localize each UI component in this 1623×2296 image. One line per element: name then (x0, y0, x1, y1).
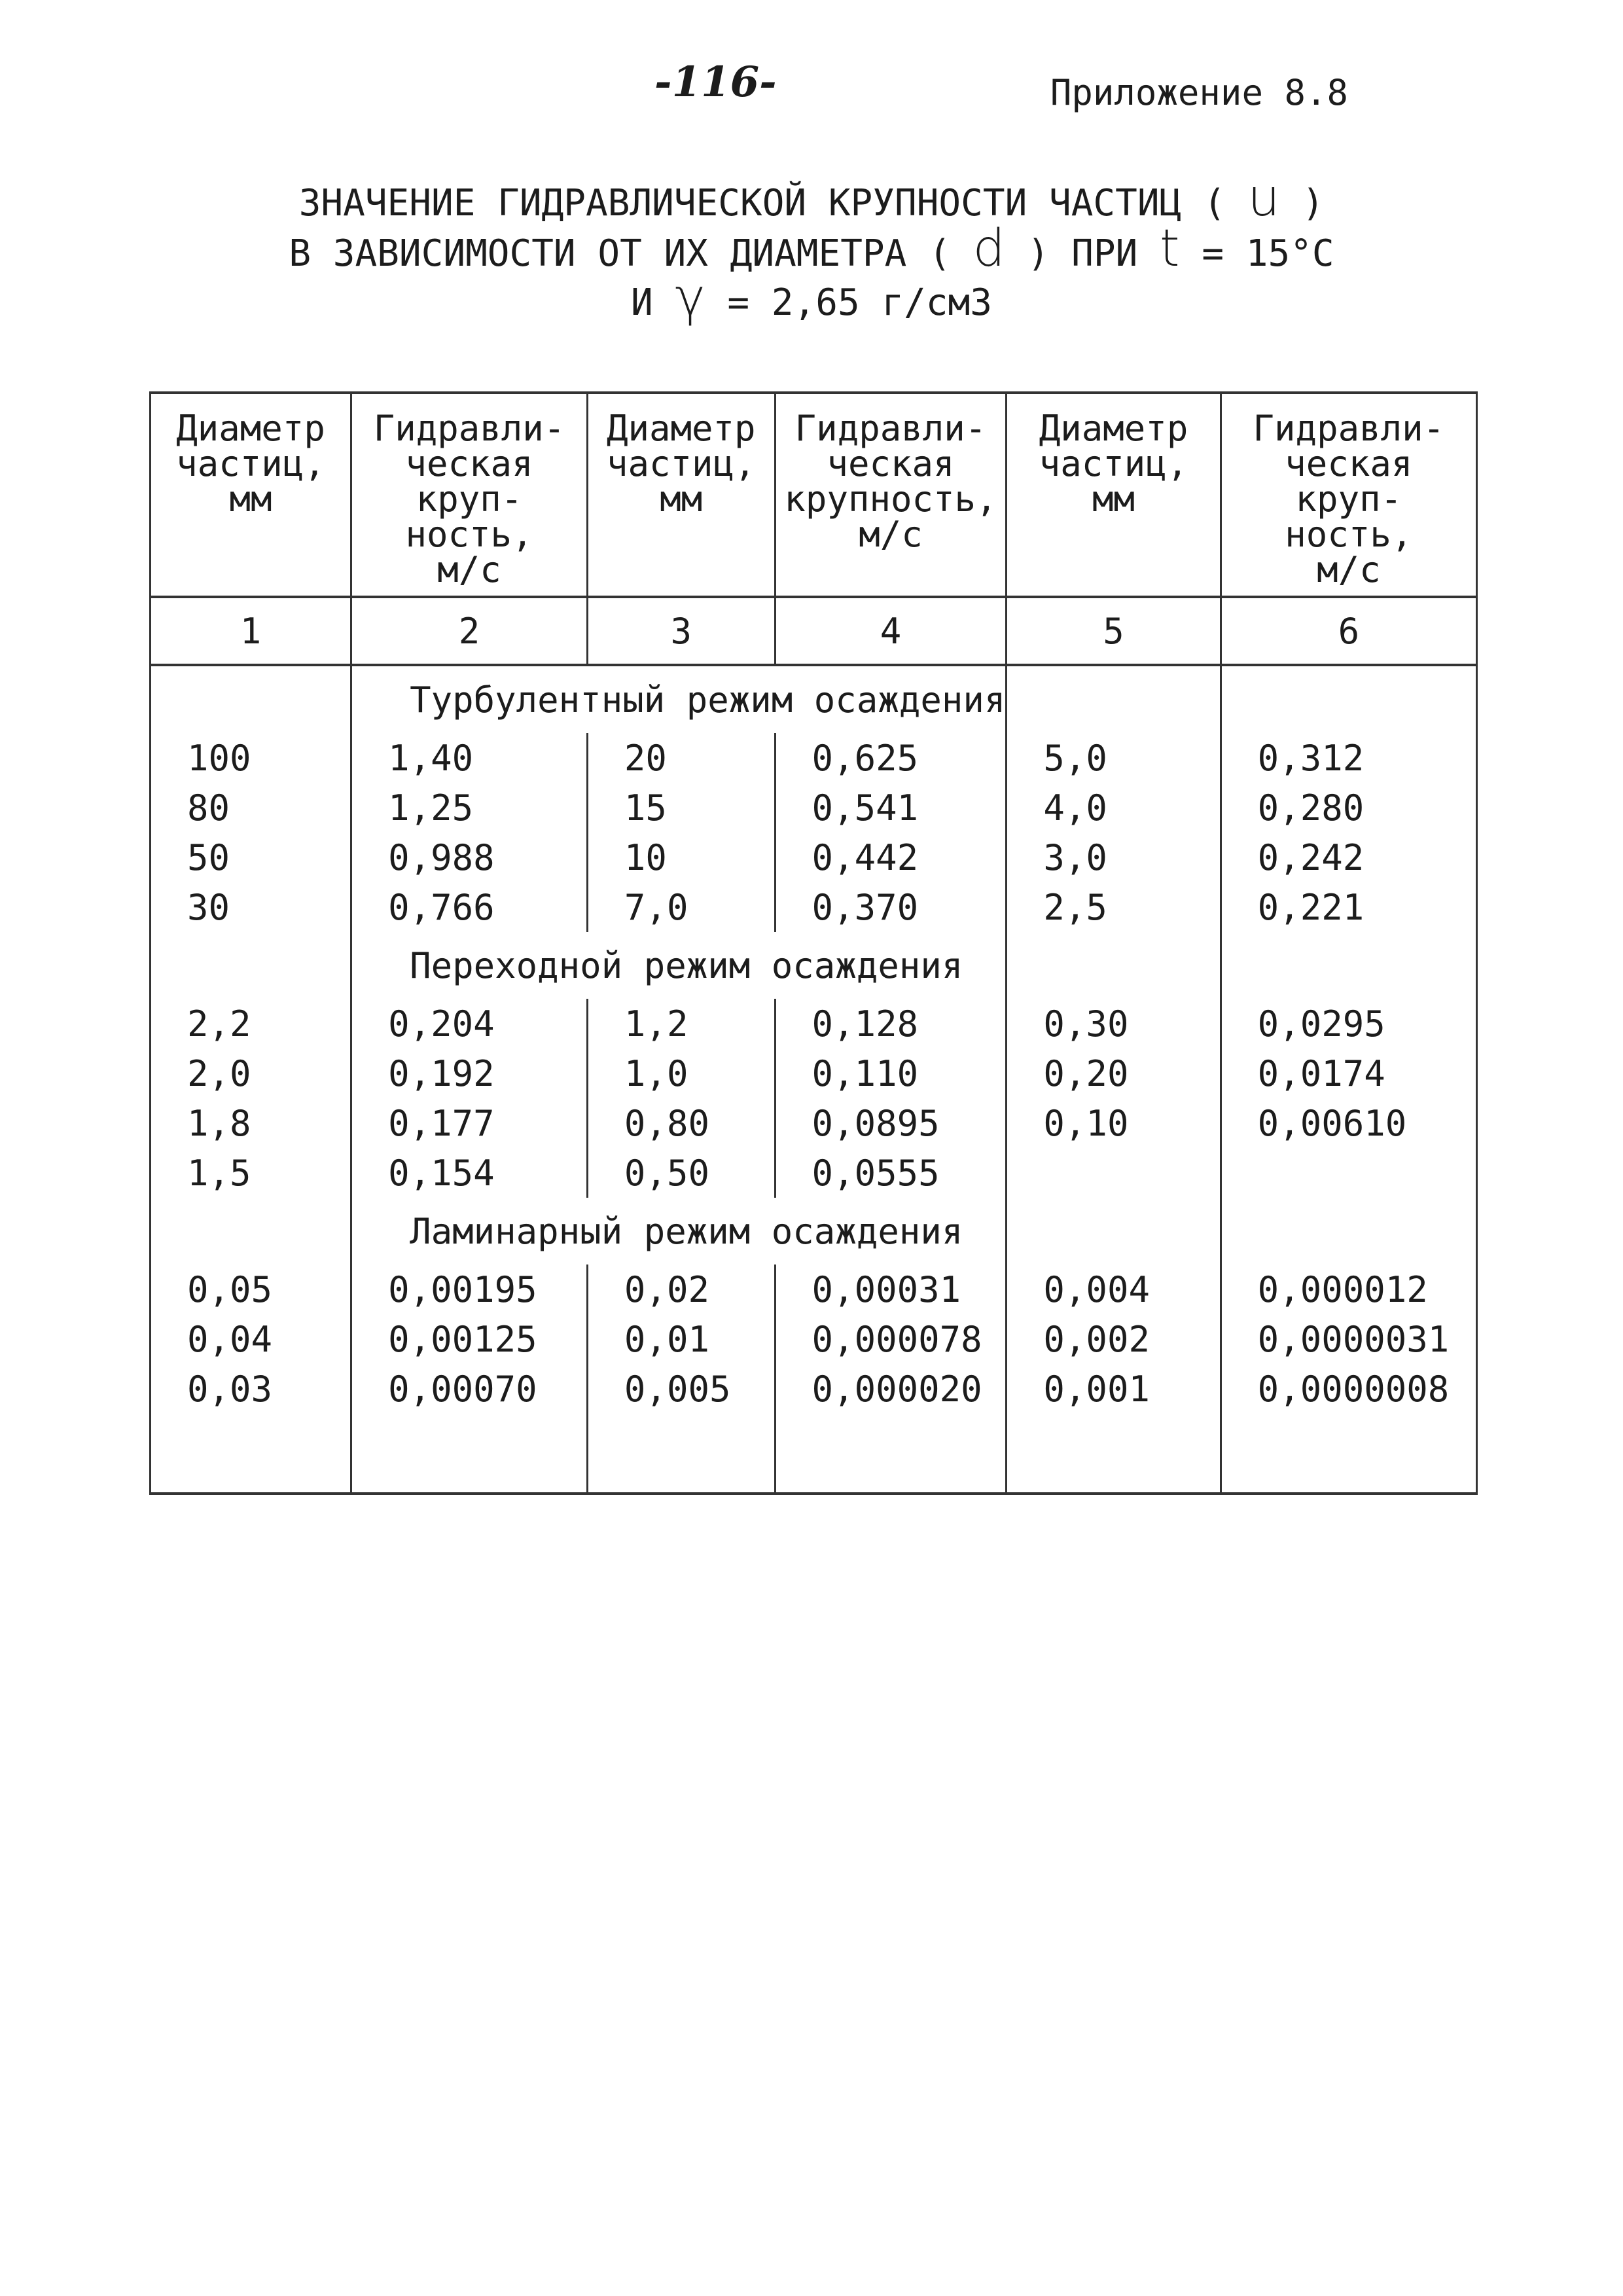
col-header: Гидравли- ческая круп- ность, м/с (1221, 393, 1476, 597)
d-symbol: d (972, 219, 1006, 278)
column-number-row (151, 597, 1477, 665)
table-cell (1007, 1148, 1221, 1198)
table-cell: 100 (151, 733, 351, 783)
table-row (151, 1148, 1477, 1198)
table-cell: 0,110 (775, 1049, 1007, 1098)
table-row (151, 783, 1477, 833)
table-cell: 0,541 (775, 783, 1007, 833)
column-number: 6 (1221, 597, 1476, 665)
t-symbol: t (1160, 219, 1180, 278)
table-row (151, 833, 1477, 882)
table-cell: 30 (151, 882, 351, 932)
table-cell (1221, 932, 1476, 999)
table-end-row (151, 1414, 1477, 1494)
table-row (151, 1314, 1477, 1364)
table-cell: 0,002 (1007, 1314, 1221, 1364)
regime-row (151, 932, 1477, 999)
table-cell: 0,0555 (775, 1148, 1007, 1198)
table-cell: 0,00125 (351, 1314, 588, 1364)
table-cell: 0,192 (351, 1049, 588, 1098)
table-cell (587, 1414, 775, 1494)
table-cell (1221, 1414, 1476, 1494)
column-number: 2 (351, 597, 588, 665)
col-header: Гидравли- ческая круп- ность, м/с (351, 393, 588, 597)
table-cell: 0,221 (1221, 882, 1476, 932)
table-cell: 0,0295 (1221, 999, 1476, 1049)
table-cell: 0,004 (1007, 1265, 1221, 1314)
table-cell: 0,988 (351, 833, 588, 882)
table-cell: 0,05 (151, 1265, 351, 1314)
table-cell (1221, 665, 1476, 733)
regime-title: Переходной режим осаждения (351, 932, 1007, 999)
regime-row (151, 665, 1477, 733)
title-text: В ЗАВИСИМОСТИ ОТ ИХ ДИАМЕТРА ( (289, 232, 951, 275)
column-number: 5 (1007, 597, 1221, 665)
table-cell: 0,04 (151, 1314, 351, 1364)
table-cell: 1,8 (151, 1098, 351, 1148)
col-header: Диаметр частиц, мм (151, 393, 351, 597)
table-cell: 2,2 (151, 999, 351, 1049)
column-number: 1 (151, 597, 351, 665)
table-cell: 0,442 (775, 833, 1007, 882)
table-row (151, 1364, 1477, 1414)
appendix-label: Приложение 8.8 (1050, 72, 1348, 113)
table-cell: 0,0000031 (1221, 1314, 1476, 1364)
table-cell (1007, 1414, 1221, 1494)
table-cell: 0,370 (775, 882, 1007, 932)
table-cell: 5,0 (1007, 733, 1221, 783)
table-cell: 0,01 (587, 1314, 775, 1364)
table-cell: 0,177 (351, 1098, 588, 1148)
table-cell (151, 932, 351, 999)
table-cell: 0,03 (151, 1364, 351, 1414)
table-cell: 0,000020 (775, 1364, 1007, 1414)
regime-title: Турбулентный режим осаждения (351, 665, 1007, 733)
table-cell (151, 1198, 351, 1265)
table-body (151, 665, 1477, 1494)
col-header: Диаметр частиц, мм (587, 393, 775, 597)
column-number: 3 (587, 597, 775, 665)
table-cell: 0,00610 (1221, 1098, 1476, 1148)
table-cell: 0,50 (587, 1148, 775, 1198)
table-cell: 0,280 (1221, 783, 1476, 833)
table-cell: 0,0000008 (1221, 1364, 1476, 1414)
gamma-symbol: γ (675, 268, 705, 327)
table-cell: 4,0 (1007, 783, 1221, 833)
table-cell: 50 (151, 833, 351, 882)
table-cell: 0,242 (1221, 833, 1476, 882)
title-text: = 15°C (1202, 232, 1334, 275)
header-row (151, 393, 1477, 597)
table-cell: 2,5 (1007, 882, 1221, 932)
title-text: ЗНАЧЕНИЕ ГИДРАВЛИЧЕСКОЙ КРУПНОСТИ ЧАСТИЦ ( (298, 182, 1226, 224)
table-cell: 0,154 (351, 1148, 588, 1198)
table-row (151, 882, 1477, 932)
table-cell: 0,00195 (351, 1265, 588, 1314)
table-cell: 0,0895 (775, 1098, 1007, 1148)
table-cell: 0,001 (1007, 1364, 1221, 1414)
page-number: -116- (654, 58, 777, 107)
table-cell (1221, 1148, 1476, 1198)
title-text: = 2,65 г/см3 (727, 281, 992, 324)
table-cell: 0,10 (1007, 1098, 1221, 1148)
table-cell: 1,0 (587, 1049, 775, 1098)
table-cell: 0,0174 (1221, 1049, 1476, 1098)
table-cell (1221, 1198, 1476, 1265)
table-row (151, 1049, 1477, 1098)
table-cell (1007, 1198, 1221, 1265)
table-cell: 80 (151, 783, 351, 833)
table-cell: 3,0 (1007, 833, 1221, 882)
table-cell: 0,128 (775, 999, 1007, 1049)
col-header: Диаметр частиц, мм (1007, 393, 1221, 597)
table-cell (1007, 665, 1221, 733)
table-cell: 0,000012 (1221, 1265, 1476, 1314)
table-cell: 1,2 (587, 999, 775, 1049)
title-text: И (631, 281, 653, 324)
table-cell: 1,5 (151, 1148, 351, 1198)
table-row (151, 733, 1477, 783)
table-cell: 0,00031 (775, 1265, 1007, 1314)
table-row (151, 1265, 1477, 1314)
table-cell: 1,25 (351, 783, 588, 833)
title-line-3 (0, 268, 1623, 327)
table-cell: 0,005 (587, 1364, 775, 1414)
table-cell: 2,0 (151, 1049, 351, 1098)
table-cell: 0,20 (1007, 1049, 1221, 1098)
table-cell: 1,40 (351, 733, 588, 783)
table-cell (151, 1414, 351, 1494)
regime-title: Ламинарный режим осаждения (351, 1198, 1007, 1265)
column-number: 4 (775, 597, 1007, 665)
table-cell: 10 (587, 833, 775, 882)
table-cell: 0,204 (351, 999, 588, 1049)
table-cell: 0,625 (775, 733, 1007, 783)
table-cell: 0,30 (1007, 999, 1221, 1049)
settling-velocity-table (149, 391, 1478, 1495)
table-cell (351, 1414, 588, 1494)
table-cell: 0,02 (587, 1265, 775, 1314)
table-cell: 15 (587, 783, 775, 833)
col-header: Гидравли- ческая крупность, м/с (775, 393, 1007, 597)
title-text: ) (1302, 182, 1325, 224)
regime-row (151, 1198, 1477, 1265)
table-row (151, 999, 1477, 1049)
table-cell (151, 665, 351, 733)
table-row (151, 1098, 1477, 1148)
table-cell: 7,0 (587, 882, 775, 932)
table-cell: 0,312 (1221, 733, 1476, 783)
title-text: ) ПРИ (1027, 232, 1138, 275)
u-symbol: u (1247, 169, 1280, 228)
table-cell: 0,00070 (351, 1364, 588, 1414)
table-cell: 20 (587, 733, 775, 783)
table-cell: 0,000078 (775, 1314, 1007, 1364)
table-cell (1007, 932, 1221, 999)
table-cell (775, 1414, 1007, 1494)
table-cell: 0,766 (351, 882, 588, 932)
table-cell: 0,80 (587, 1098, 775, 1148)
